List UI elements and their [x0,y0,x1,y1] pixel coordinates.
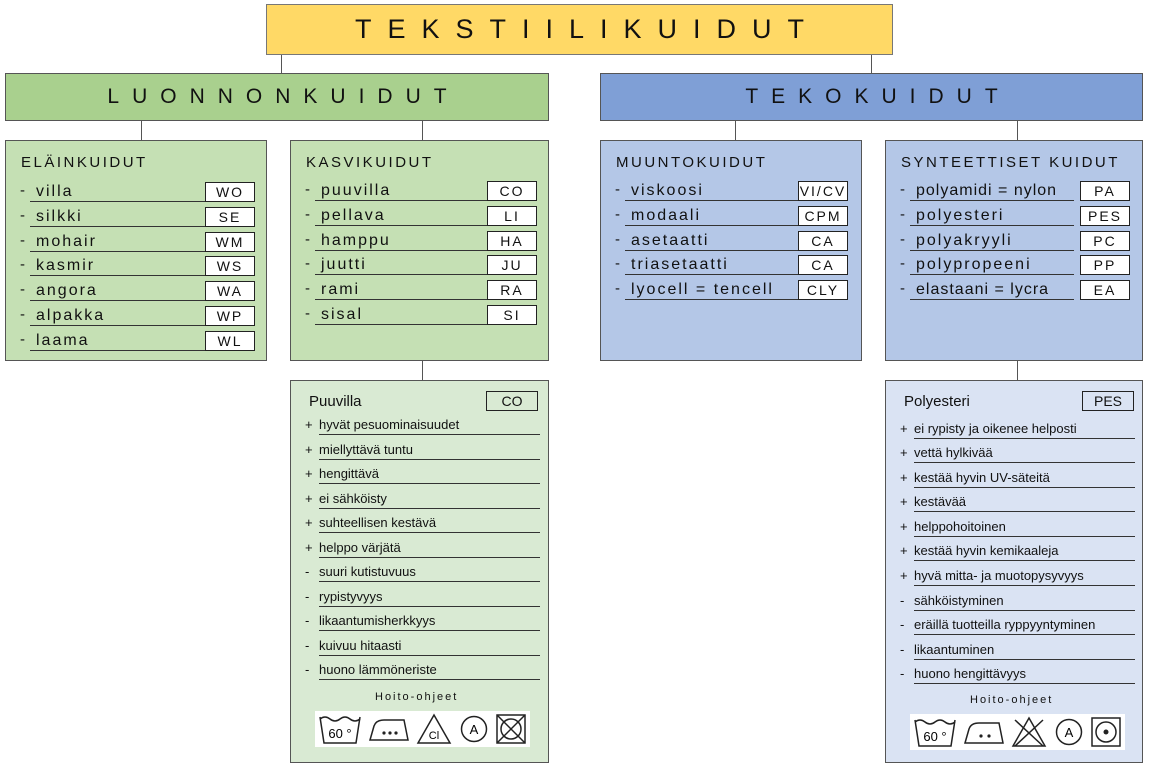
plant-fibers-box [290,140,549,361]
fiber-code: JU [487,255,537,275]
cotton-detail-box [290,380,549,763]
list-item: - modaali CPM [615,206,855,226]
list-item: - rami RA [305,280,545,300]
property-item: + helppohoitoinen [900,520,1136,538]
fiber-code: SI [487,305,537,325]
svg-text:A: A [1064,725,1073,740]
property-item: - rypistyvyys [305,590,541,608]
list-item: - alpakka WP [20,306,260,326]
fiber-code: WA [205,281,255,301]
list-item: - hamppu HA [305,231,545,251]
connector [1017,360,1018,381]
property-item: + helppo värjätä [305,541,541,559]
list-item: - angora WA [20,281,260,301]
property-item: - huono lämmöneriste [305,663,541,681]
list-item: - polyamidi = nylon PA [900,181,1140,201]
chlorine-bleach-icon [416,713,452,745]
list-item: - elastaani = lycra EA [900,280,1140,300]
fiber-code: WM [205,232,255,252]
fiber-code: VI/CV [799,183,847,199]
fiber-code: WL [205,331,255,351]
fiber-code: HA [487,231,537,251]
detail-title: Puuvilla [309,393,362,410]
property-item: - huono hengittävyys [900,667,1136,685]
list-item: - sisal SI [305,305,545,325]
property-item: - eräillä tuotteilla ryppyyntyminen [900,618,1136,636]
regenerated-fibers-title: MUUNTOKUIDUT [616,154,768,171]
property-item: - suuri kutistuvuus [305,565,541,583]
list-item: - asetaatti CA [615,231,855,251]
natural-fibers-header: LUONNONKUIDUT [5,73,549,121]
svg-text:60 °: 60 ° [923,729,947,744]
care-symbols [315,711,530,747]
connector [735,120,736,141]
fiber-code: CA [798,231,848,251]
fiber-code: PA [1080,181,1130,201]
wash-60-icon [913,716,957,748]
fiber-code: CPM [798,206,848,226]
no-tumble-dry-icon [495,713,527,745]
fiber-code: PES [1080,206,1130,226]
detail-title: Polyesteri [904,393,970,410]
svg-text:Cl: Cl [429,730,440,742]
property-item: + kestää hyvin kemikaaleja [900,544,1136,562]
polyester-detail-box [885,380,1143,763]
animal-fibers-box [5,140,267,361]
connector [871,55,872,74]
property-item: + kestää hyvin UV-säteitä [900,471,1136,489]
property-item: + ei sähköisty [305,492,541,510]
connector [422,360,423,381]
synthetic-fibers-title: SYNTEETTISET KUIDUT [901,154,1120,171]
list-item: - kasmir WS [20,256,260,276]
dryclean-a-icon [459,714,489,744]
list-item: - silkki SE [20,207,260,227]
fiber-code: WP [205,306,255,326]
property-item: + hyvä mitta- ja muotopysyvyys [900,569,1136,587]
list-item: - polyakryyli PC [900,231,1140,251]
property-item: - likaantumisherkkyys [305,614,541,632]
list-item: - mohair WM [20,232,260,252]
connector [422,120,423,141]
main-title: TEKSTIILIKUIDUT [266,4,893,55]
property-item: + suhteellisen kestävä [305,516,541,534]
fiber-code: LI [487,206,537,226]
fiber-code: PC [1080,231,1130,251]
connector [281,55,282,74]
detail-code: CO [486,391,538,411]
tumble-dry-icon [1090,716,1122,748]
list-item: - villa WO [20,182,260,202]
fiber-code: CLY [798,280,848,300]
property-item: - sähköistyminen [900,594,1136,612]
plant-fibers-title: KASVIKUIDUT [306,154,434,171]
fiber-code: WS [205,256,255,276]
iron-3-dots-icon [368,714,410,744]
property-item: + ei rypisty ja oikenee helposti [900,422,1136,440]
no-bleach-icon [1011,716,1047,748]
property-item: - likaantuminen [900,643,1136,661]
list-item: - juutti JU [305,255,545,275]
list-item: - viskoosi VI/CV [615,181,847,199]
fiber-code: RA [487,280,537,300]
list-item: - lyocell = tencell CLY [615,280,855,300]
dryclean-a-icon [1054,717,1084,747]
connector [1017,120,1018,141]
connector [141,120,142,141]
fiber-code: CO [487,181,537,201]
fiber-code: PP [1080,255,1130,275]
property-item: + miellyttävä tuntu [305,443,541,461]
wash-60-icon [318,713,362,745]
list-item: - triasetaatti CA [615,255,855,275]
synthetic-fibers-header: TEKOKUIDUT [600,73,1143,121]
fiber-code: WO [205,182,255,202]
care-instructions-title: Hoito-ohjeet [375,691,459,703]
list-item: - polypropeeni PP [900,255,1140,275]
property-item: + kestävää [900,495,1136,513]
regenerated-fibers-box [600,140,862,361]
list-item: - laama WL [20,331,260,351]
fiber-code: SE [205,207,255,227]
property-item: + vettä hylkivää [900,446,1136,464]
list-item: - puuvilla CO [305,181,545,201]
animal-fibers-title: ELÄINKUIDUT [21,154,148,171]
property-item: + hengittävä [305,467,541,485]
detail-code: PES [1082,391,1134,411]
svg-text:60 °: 60 ° [328,726,352,741]
care-symbols [910,714,1125,750]
property-item: - kuivuu hitaasti [305,639,541,657]
iron-2-dots-icon [963,717,1005,747]
care-instructions-title: Hoito-ohjeet [970,694,1054,706]
list-item: - pellava LI [305,206,545,226]
fiber-code: CA [798,255,848,275]
list-item: - polyesteri PES [900,206,1140,226]
synthetic-fibers-box [885,140,1143,361]
fiber-code: EA [1080,280,1130,300]
svg-text:A: A [469,722,478,737]
property-item: + hyvät pesuominaisuudet [305,418,541,436]
